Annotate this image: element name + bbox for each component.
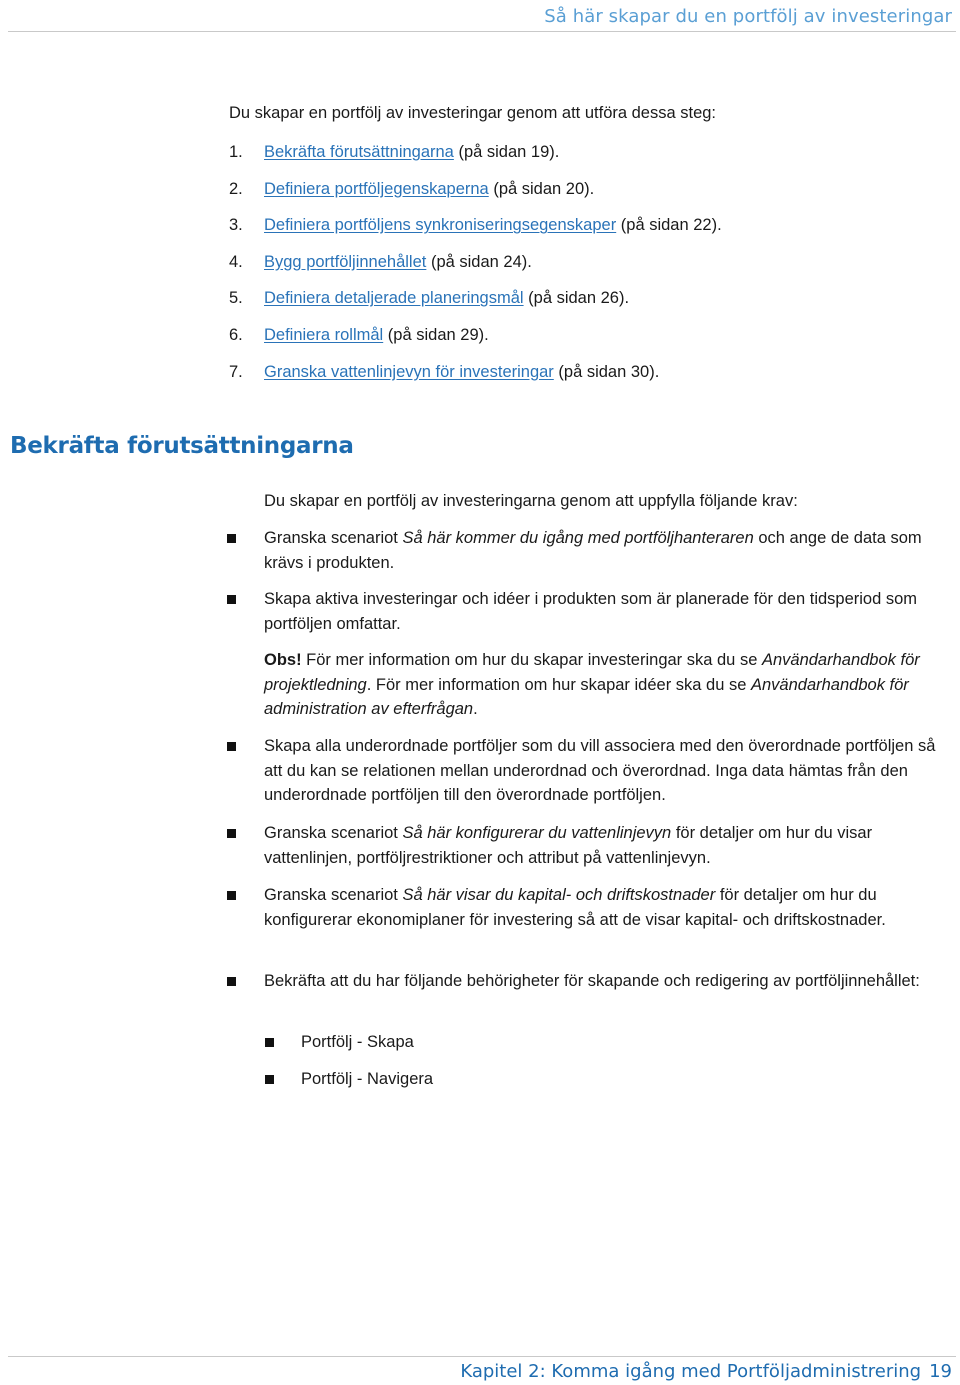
step-item [229, 287, 722, 324]
page-number: 19 [929, 1361, 952, 1382]
section-heading: Bekräfta förutsättningarna [10, 433, 354, 459]
running-header: Så här skapar du en portfölj av investeringar [544, 6, 952, 27]
requirement-item: Granska scenariot Så här konfigurerar du vattenlinjevyn för detaljer om hur du visar vattenlinjen, portföljrestriktioner och attribut på vattenlinjevyn. [264, 824, 873, 867]
step-number: 6. [229, 325, 243, 344]
step-number: 3. [229, 216, 243, 235]
step-link[interactable]: Definiera rollmål [264, 325, 384, 344]
step-link[interactable]: Bygg portföljinnehållet [264, 252, 427, 271]
requirement-item: Skapa aktiva investeringar och idéer i produkten som är planerade för den tidsperiod som portföljen omfattar. [264, 590, 918, 633]
step-page-ref: (på sidan 30). [553, 362, 660, 381]
step-page-ref: (på sidan 19). [453, 143, 560, 161]
bullet-icon [227, 891, 236, 900]
step-page-ref: (på sidan 24). [426, 252, 532, 271]
requirement-item: Granska scenariot Så här visar du kapital- och driftskostnader för detaljer om hur du konfigurerar ekonomiplaner för investering så att de visar kapital- och driftskostnader. [264, 886, 886, 929]
steps-list [229, 141, 722, 397]
bullet-icon [227, 742, 236, 751]
note-label: Obs! [264, 651, 302, 669]
step-number: 2. [229, 179, 243, 198]
requirement-item: Skapa alla underordnade portföljer som du vill associera med den överordnade portföljen så att du kan se relationen mellan underordnad och överordnad. Inga data hämtas från den underordnade portföljen till den överordnade portföljen. [264, 737, 936, 805]
step-link[interactable]: Granska vattenlinjevyn för investeringar [264, 362, 554, 381]
step-page-ref: (på sidan 29). [383, 325, 489, 344]
step-number: 7. [229, 362, 243, 381]
step-number: 1. [229, 143, 243, 161]
step-link[interactable]: Definiera detaljerade planeringsmål [264, 289, 524, 308]
step-item [229, 251, 722, 288]
note-paragraph: Obs! För mer information om hur du skapar investeringar ska du se Användarhandbok för projektledning. För mer information om hur skapar idéer ska du se Användarhandbok för administration av efterfrågan. [264, 651, 920, 719]
step-item [229, 361, 722, 398]
requirement-item: Granska scenariot Så här kommer du igång med portföljhanteraren och ange de data som krävs i produkten. [264, 529, 922, 572]
requirement-item: Bekräfta att du har följande behörigheter för skapande och redigering av portföljinnehållet: [264, 972, 920, 990]
intro-text: Du skapar en portfölj av investeringar genom att utföra dessa steg: [229, 104, 717, 122]
section-lead: Du skapar en portfölj av investeringarna genom att uppfylla följande krav: [264, 492, 798, 510]
step-item [229, 178, 722, 215]
header-divider [8, 31, 956, 32]
step-item [229, 141, 722, 178]
step-number: 5. [229, 289, 243, 308]
footer-chapter: Kapitel 2: Komma igång med Portföljadministrering [460, 1361, 922, 1382]
bullet-icon [227, 595, 236, 604]
step-link[interactable]: Definiera portföljens synkroniseringsegenskaper [264, 216, 617, 235]
permission-item: Portfölj - Skapa [301, 1033, 414, 1051]
step-item [229, 214, 722, 251]
sub-bullet-icon [265, 1075, 274, 1084]
bullet-icon [227, 829, 236, 838]
step-page-ref: (på sidan 22). [616, 216, 722, 235]
step-item [229, 324, 722, 361]
step-link[interactable]: Bekräfta förutsättningarna [264, 143, 454, 161]
bullet-icon [227, 534, 236, 543]
step-link[interactable]: Definiera portföljegenskaperna [264, 179, 489, 198]
running-footer [460, 1361, 952, 1382]
footer-divider [8, 1356, 956, 1357]
step-page-ref: (på sidan 20). [488, 179, 595, 198]
bullet-icon [227, 977, 236, 986]
sub-bullet-icon [265, 1038, 274, 1047]
step-number: 4. [229, 252, 243, 271]
step-page-ref: (på sidan 26). [523, 289, 630, 308]
permission-item: Portfölj - Navigera [301, 1070, 434, 1088]
